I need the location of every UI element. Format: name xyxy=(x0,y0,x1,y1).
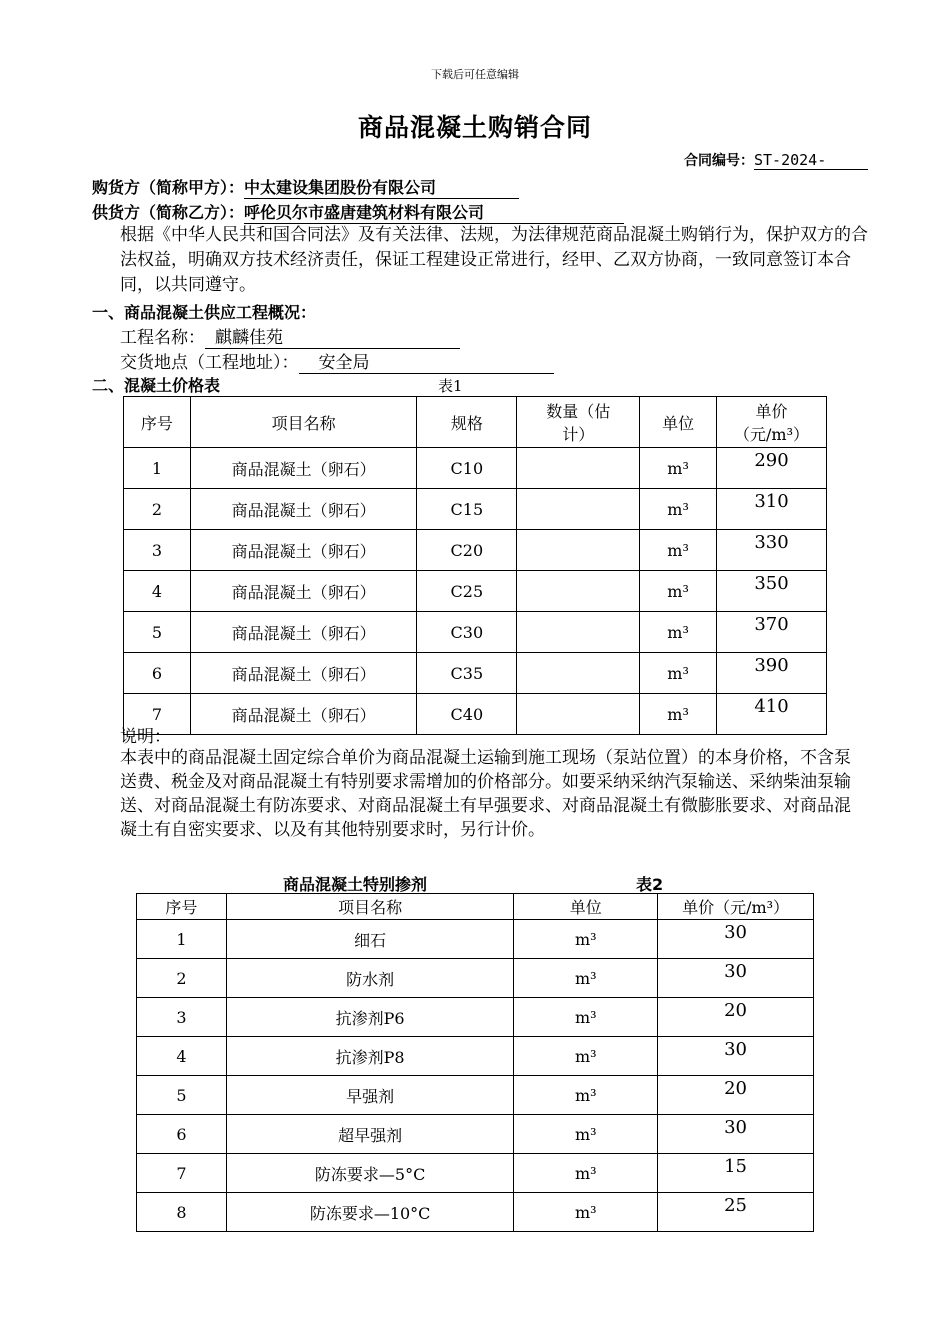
cell-unit: m³ xyxy=(640,530,717,571)
cell-index: 2 xyxy=(124,489,191,530)
cell-price: 370 xyxy=(717,612,827,653)
cell-price: 30 xyxy=(658,1115,814,1154)
header-cell: 规格 xyxy=(417,397,517,448)
cell-index: 3 xyxy=(137,998,227,1037)
table-row xyxy=(137,1115,814,1154)
cell-index: 5 xyxy=(124,612,191,653)
cell-name: 商品混凝土（卵石） xyxy=(190,653,417,694)
cell-index: 6 xyxy=(137,1115,227,1154)
buyer-value: 中太建设集团股份有限公司 xyxy=(244,175,519,199)
cell-unit: m³ xyxy=(514,1037,658,1076)
cell-name: 商品混凝土（卵石） xyxy=(190,448,417,489)
table-row xyxy=(124,489,827,530)
cell-unit: m³ xyxy=(640,694,717,735)
cell-qty xyxy=(517,448,640,489)
table-row xyxy=(124,448,827,489)
cell-name: 商品混凝土（卵石） xyxy=(190,694,417,735)
cell-price: 30 xyxy=(658,959,814,998)
project-name-value: 麒麟佳苑 xyxy=(205,323,460,349)
cell-name: 抗渗剂P6 xyxy=(226,998,514,1037)
cell-unit: m³ xyxy=(640,448,717,489)
cell-unit: m³ xyxy=(514,1076,658,1115)
cell-unit: m³ xyxy=(514,920,658,959)
table1-label: 表1 xyxy=(438,377,463,395)
contract-number-value: ST-2024- xyxy=(754,151,868,170)
cell-price: 25 xyxy=(658,1193,814,1232)
price-table xyxy=(123,396,827,735)
cell-unit: m³ xyxy=(514,959,658,998)
cell-spec: C30 xyxy=(417,612,517,653)
document-title: 商品混凝土购销合同 xyxy=(357,113,592,142)
cell-index: 7 xyxy=(124,694,191,735)
delivery-location-value: 安全局 xyxy=(299,348,554,374)
cell-name: 防冻要求—5°C xyxy=(226,1154,514,1193)
header-cell: 项目名称 xyxy=(190,397,417,448)
header-cell: 单位 xyxy=(640,397,717,448)
cell-name: 防水剂 xyxy=(226,959,514,998)
seller-value: 呼伦贝尔市盛唐建筑材料有限公司 xyxy=(244,200,624,224)
table-row xyxy=(137,998,814,1037)
buyer-line xyxy=(92,175,519,199)
section1-heading: 一、商品混凝土供应工程概况： xyxy=(92,303,317,322)
cell-spec: C10 xyxy=(417,448,517,489)
cell-unit: m³ xyxy=(640,653,717,694)
buyer-label: 购货方（简称甲方）： xyxy=(92,178,245,197)
cell-spec: C15 xyxy=(417,489,517,530)
cell-price: 15 xyxy=(658,1154,814,1193)
table-row xyxy=(124,612,827,653)
cell-spec: C35 xyxy=(417,653,517,694)
notes-text: 本表中的商品混凝土固定综合单价为商品混凝土运输到施工现场（泵站位置）的本身价格，不含泵送费、税金及对商品混凝土有特别要求需增加的价格部分。如要采纳采纳汽泵输送、采纳柴油泵输送、对商品混凝土有防冻要求、对商品混凝土有早强要求、对商品混凝土有微膨胀要求、对商品混凝土有自密实要求、以及有其他特别要求时，另行计价。 xyxy=(120,748,851,840)
cell-unit: m³ xyxy=(640,612,717,653)
header-cell: 单价（元/m³） xyxy=(717,397,827,448)
cell-name: 超早强剂 xyxy=(226,1115,514,1154)
header-cell: 单价（元/m³） xyxy=(658,894,814,920)
cell-price: 330 xyxy=(717,530,827,571)
delivery-location-label: 交货地点（工程地址）： xyxy=(120,353,299,373)
header-cell: 单位 xyxy=(514,894,658,920)
cell-index: 2 xyxy=(137,959,227,998)
cell-price: 30 xyxy=(658,1037,814,1076)
table2-label: 表2 xyxy=(636,875,664,894)
table-row xyxy=(137,1037,814,1076)
table-row xyxy=(124,571,827,612)
seller-label: 供货方（简称乙方）： xyxy=(92,203,245,222)
admixture-table-header xyxy=(137,894,814,920)
admixture-table xyxy=(136,893,814,1232)
cell-index: 6 xyxy=(124,653,191,694)
cell-name: 防冻要求—10°C xyxy=(226,1193,514,1232)
table-row xyxy=(124,653,827,694)
cell-price: 20 xyxy=(658,1076,814,1115)
cell-name: 抗渗剂P8 xyxy=(226,1037,514,1076)
notes-label: 说明： xyxy=(120,727,171,747)
cell-spec: C40 xyxy=(417,694,517,735)
table-row xyxy=(124,530,827,571)
cell-index: 8 xyxy=(137,1193,227,1232)
cell-qty xyxy=(517,489,640,530)
cell-index: 3 xyxy=(124,530,191,571)
cell-spec: C20 xyxy=(417,530,517,571)
project-name-line xyxy=(120,323,460,349)
cell-price: 290 xyxy=(717,448,827,489)
cell-unit: m³ xyxy=(514,1193,658,1232)
cell-unit: m³ xyxy=(640,489,717,530)
cell-qty xyxy=(517,571,640,612)
cell-index: 1 xyxy=(124,448,191,489)
cell-unit: m³ xyxy=(514,1115,658,1154)
cell-name: 细石 xyxy=(226,920,514,959)
header-cell: 序号 xyxy=(137,894,227,920)
cell-price: 30 xyxy=(658,920,814,959)
cell-index: 7 xyxy=(137,1154,227,1193)
header-cell: 项目名称 xyxy=(226,894,514,920)
cell-unit: m³ xyxy=(640,571,717,612)
cell-price: 350 xyxy=(717,571,827,612)
cell-unit: m³ xyxy=(514,1154,658,1193)
cell-name: 商品混凝土（卵石） xyxy=(190,571,417,612)
cell-index: 4 xyxy=(124,571,191,612)
cell-name: 早强剂 xyxy=(226,1076,514,1115)
cell-name: 商品混凝土（卵石） xyxy=(190,489,417,530)
price-table-header xyxy=(124,397,827,448)
section2-heading: 二、混凝土价格表 xyxy=(92,376,221,395)
cell-index: 1 xyxy=(137,920,227,959)
intro-paragraph: 根据《中华人民共和国合同法》及有关法律、法规，为法律规范商品混凝土购销行为，保护双方的合法权益，明确双方技术经济责任，保证工程建设正常进行，经甲、乙双方协商，一致同意签订本合同，以共同遵守。 xyxy=(120,225,868,295)
cell-index: 4 xyxy=(137,1037,227,1076)
contract-number xyxy=(684,150,868,170)
header-cell: 数量（估计） xyxy=(517,397,640,448)
contract-number-label: 合同编号： xyxy=(684,153,754,169)
table-row xyxy=(137,1076,814,1115)
cell-qty xyxy=(517,530,640,571)
cell-price: 20 xyxy=(658,998,814,1037)
header-cell: 序号 xyxy=(124,397,191,448)
table-row xyxy=(124,694,827,735)
cell-qty xyxy=(517,694,640,735)
cell-qty xyxy=(517,653,640,694)
cell-name: 商品混凝土（卵石） xyxy=(190,612,417,653)
table-row xyxy=(137,1154,814,1193)
top-note: 下载后可任意编辑 xyxy=(431,68,519,81)
delivery-location-line xyxy=(120,348,554,374)
cell-name: 商品混凝土（卵石） xyxy=(190,530,417,571)
table-row xyxy=(137,920,814,959)
cell-index: 5 xyxy=(137,1076,227,1115)
table2-title: 商品混凝土特别掺剂 xyxy=(283,875,428,894)
project-name-label: 工程名称： xyxy=(120,328,205,348)
cell-price: 390 xyxy=(717,653,827,694)
cell-price: 410 xyxy=(717,694,827,735)
table-row xyxy=(137,959,814,998)
cell-unit: m³ xyxy=(514,998,658,1037)
table-row xyxy=(137,1193,814,1232)
cell-qty xyxy=(517,612,640,653)
seller-line xyxy=(92,200,624,224)
cell-spec: C25 xyxy=(417,571,517,612)
cell-price: 310 xyxy=(717,489,827,530)
